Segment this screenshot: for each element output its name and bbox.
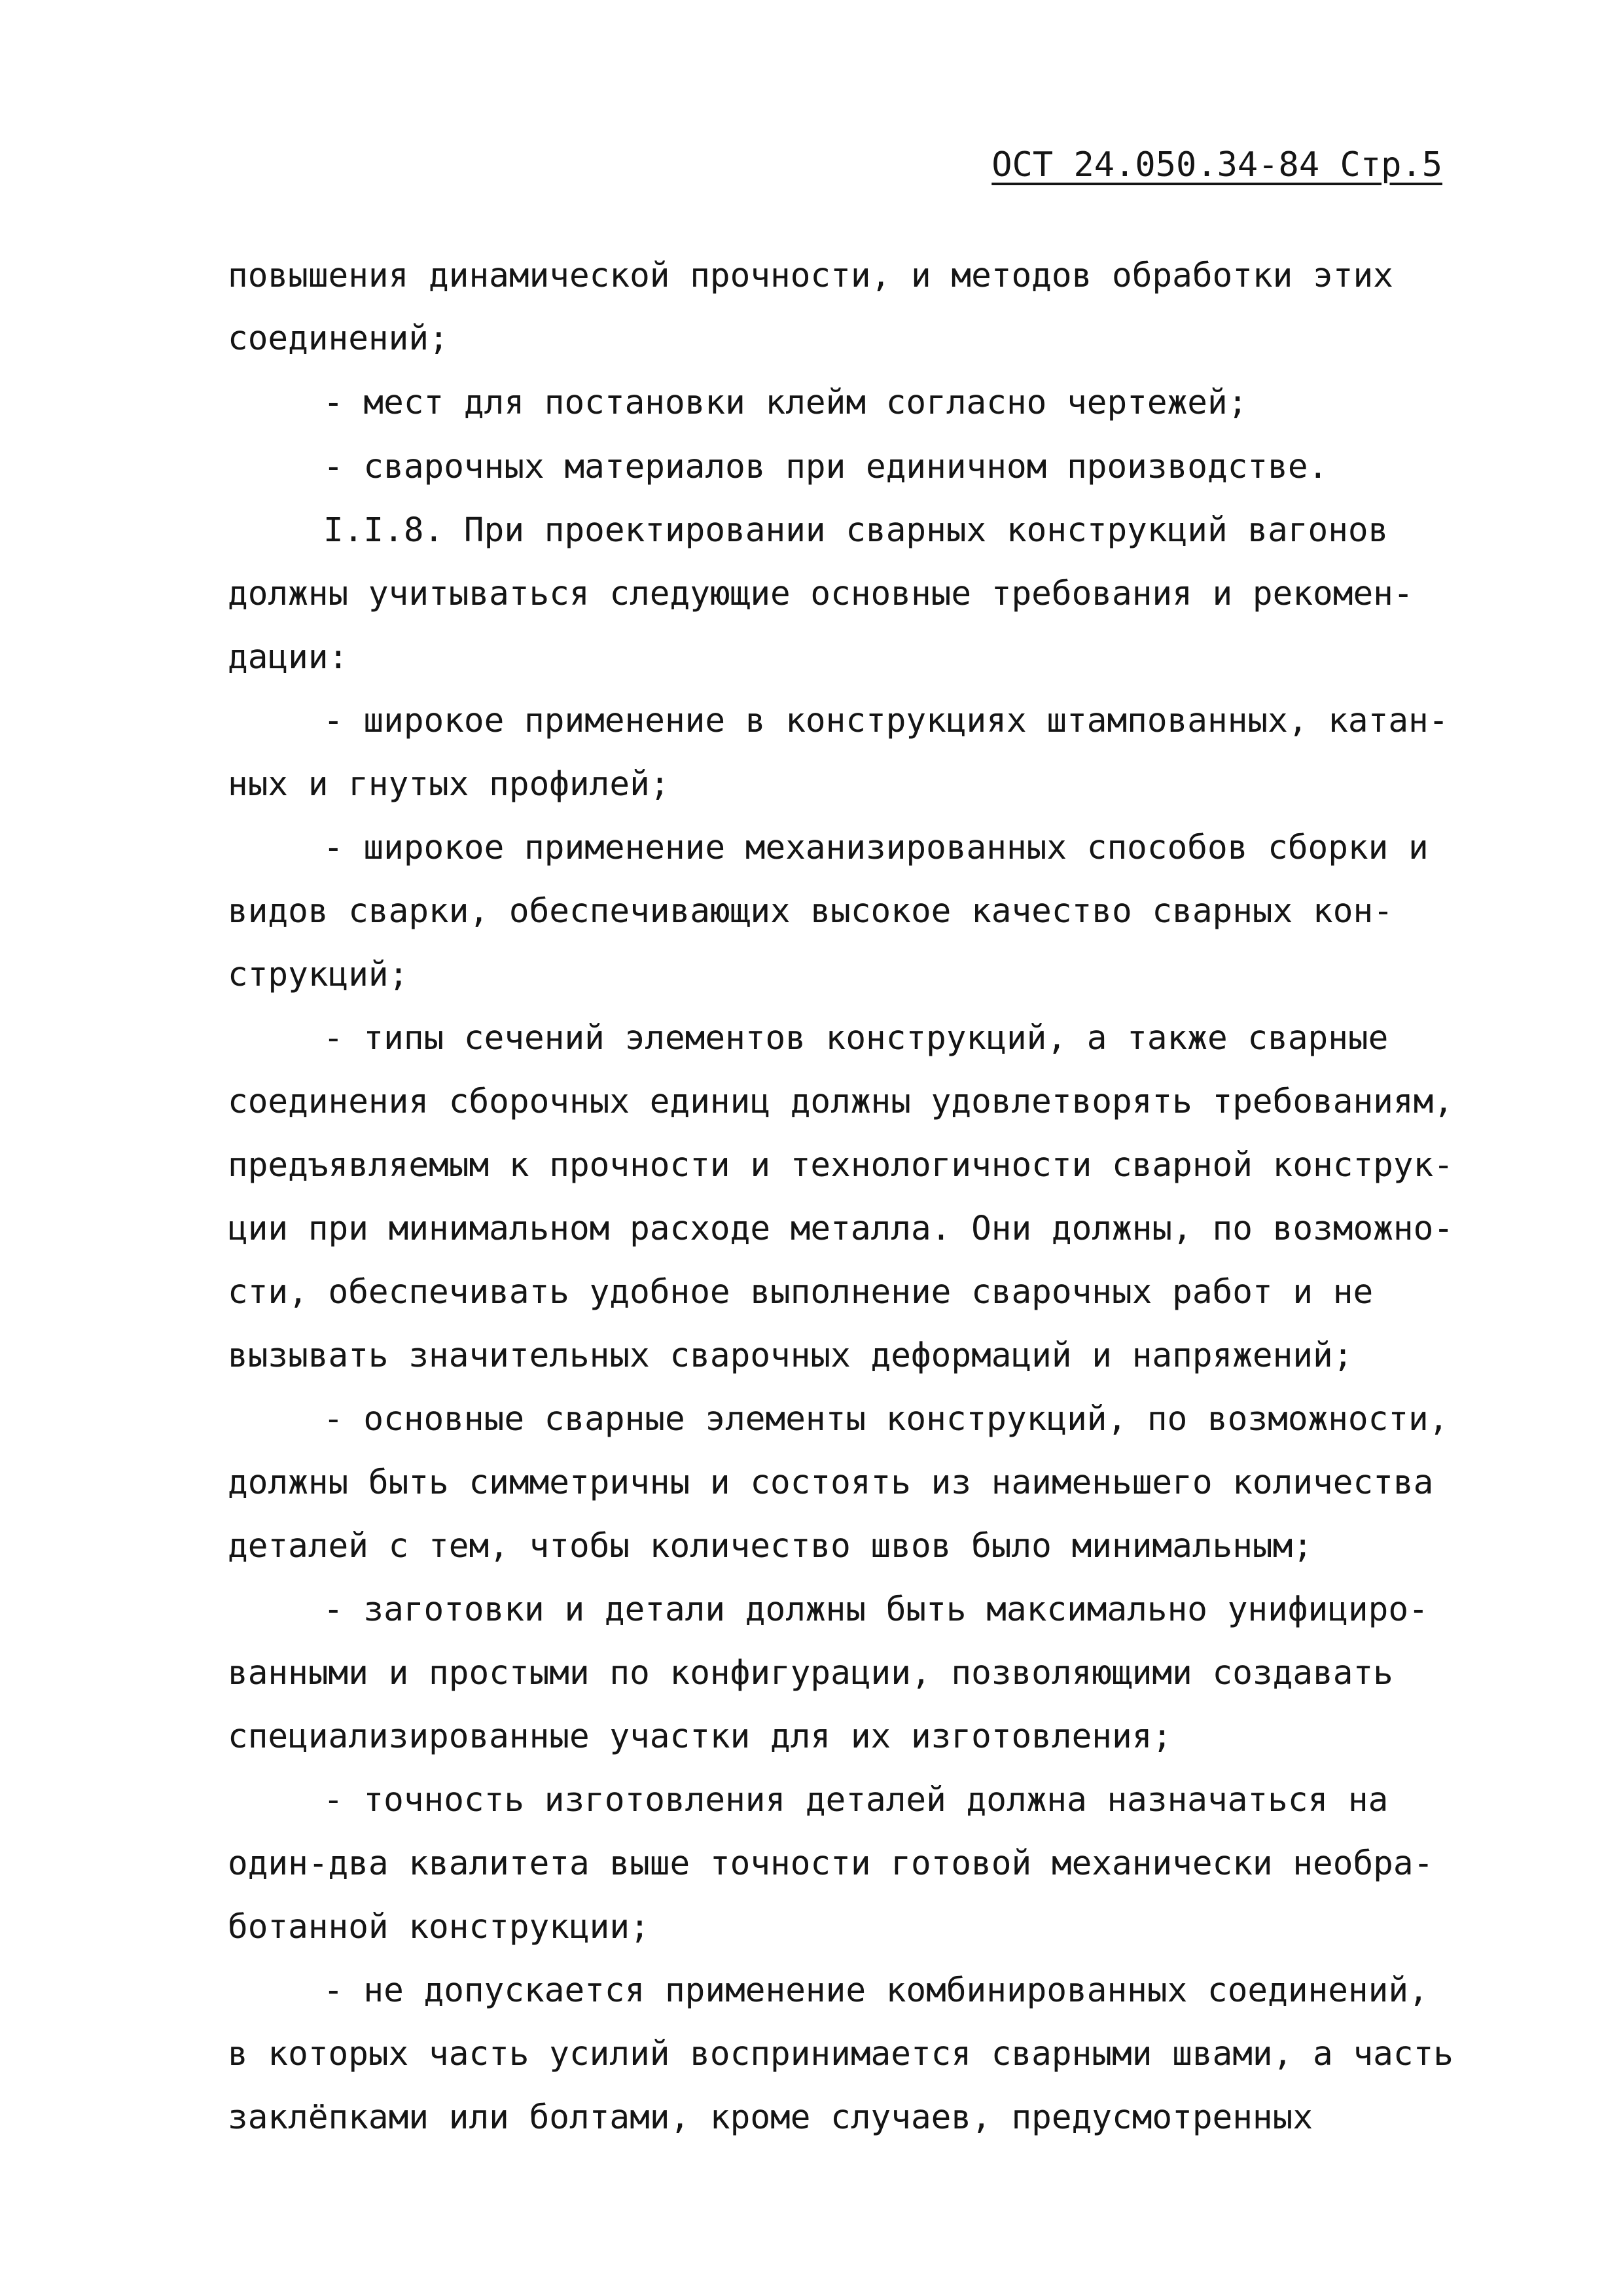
text-line-24: специализированные участки для их изготовления; — [228, 1717, 1173, 1756]
text-line-7: дации: — [228, 638, 349, 677]
text-line-26: один-два квалитета выше точности готовой механически необра- — [228, 1844, 1434, 1883]
text-line-9: ных и гнутых профилей; — [228, 765, 670, 804]
text-line-19: - основные сварные элементы конструкций, по возможности, — [323, 1400, 1449, 1439]
text-line-4: - сварочных материалов при единичном производстве. — [323, 448, 1329, 486]
text-line-2: соединений; — [228, 319, 449, 358]
text-line-27: ботанной конструкции; — [228, 1908, 650, 1946]
text-line-13: - типы сечений элементов конструкций, а также сварные — [323, 1019, 1389, 1058]
text-line-17: сти, обеспечивать удобное выполнение сварочных работ и не — [228, 1273, 1374, 1312]
page-header: ОСТ 24.050.34-84 Стр.5 — [991, 145, 1442, 185]
text-line-22: - заготовки и детали должны быть максимально унифициро- — [323, 1590, 1429, 1629]
text-line-5: I.I.8. При проектировании сварных конструкций вагонов — [323, 511, 1389, 550]
text-line-28: - не допускается применение комбинированных соединений, — [323, 1971, 1429, 2010]
text-line-18: вызывать значительных сварочных деформаций и напряжений; — [228, 1336, 1353, 1375]
text-line-25: - точность изготовления деталей должна назначаться на — [323, 1781, 1389, 1820]
text-line-1: повышения динамической прочности, и методов обработки этих — [228, 257, 1393, 295]
text-line-23: ванными и простыми по конфигурации, позволяющими создавать — [228, 1654, 1393, 1693]
text-line-12: струкций; — [228, 956, 409, 994]
text-line-11: видов сварки, обеспечивающих высокое качество сварных кон- — [228, 892, 1393, 931]
text-line-14: соединения сборочных единиц должны удовлетворять требованиям, — [228, 1083, 1454, 1121]
text-line-20: должны быть симметричны и состоять из наименьшего количества — [228, 1463, 1434, 1502]
text-line-29: в которых часть усилий воспринимается сварными швами, а часть — [228, 2035, 1454, 2073]
text-line-30: заклёпками или болтами, кроме случаев, предусмотренных — [228, 2098, 1313, 2137]
text-line-6: должны учитываться следующие основные требования и рекомен- — [228, 575, 1414, 613]
text-line-16: ции при минимальном расходе металла. Они должны, по возможно- — [228, 1210, 1454, 1248]
text-line-10: - широкое применение механизированных способов сборки и — [323, 829, 1429, 867]
text-line-15: предъявляемым к прочности и технологичности сварной конструк- — [228, 1146, 1454, 1185]
text-line-3: - мест для постановки клейм согласно чертежей; — [323, 384, 1248, 422]
text-line-21: деталей с тем, чтобы количество швов было минимальным; — [228, 1527, 1313, 1566]
text-line-8: - широкое применение в конструкциях штампованных, катан- — [323, 702, 1449, 740]
